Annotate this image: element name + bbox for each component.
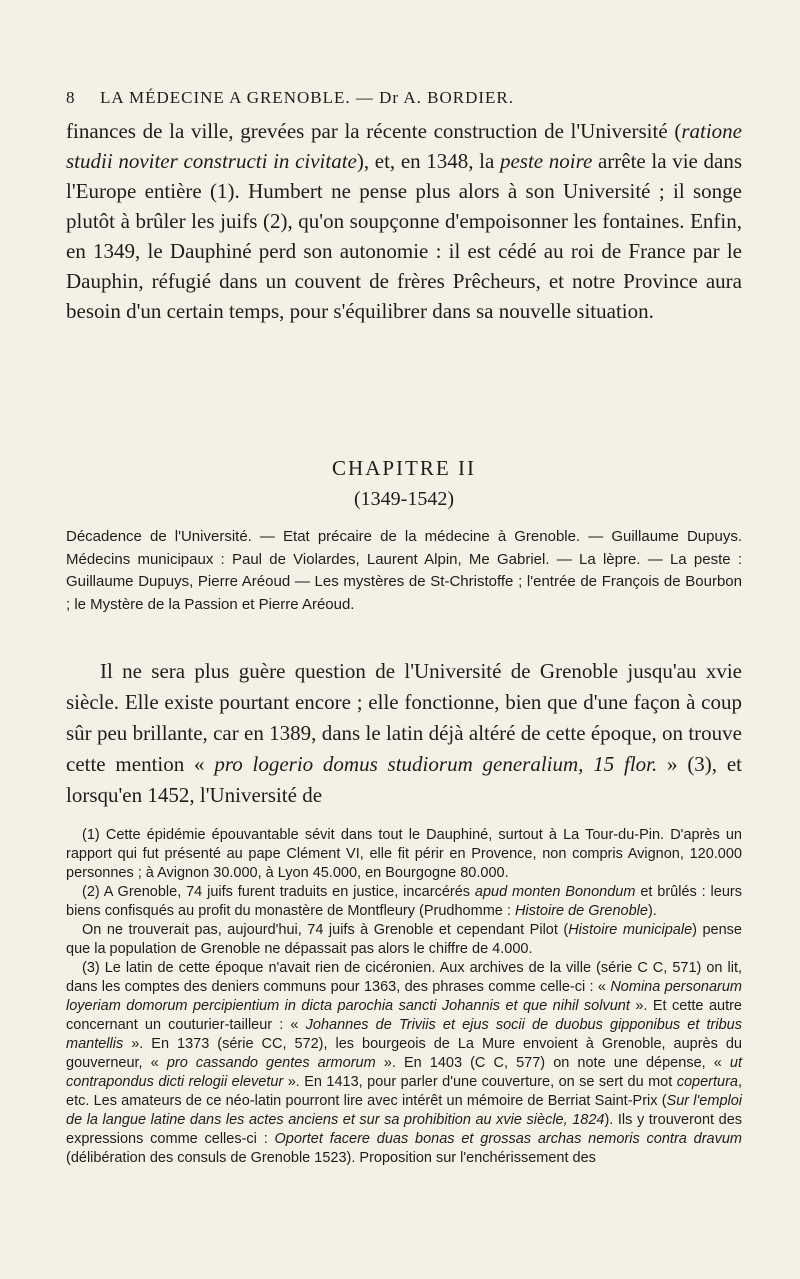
- footnote-2: [66, 883, 742, 921]
- footnote-1: (1) Cette épidémie épouvantable sévit dans tout le Dauphiné, surtout à La Tour-du-Pin. D'après un rapport qui fut présenté au pape Clément VI, elle fit périr en Provence, non compris Avignon, 120.000 personnes ; à Avignon 30.000, à Lyon 45.000, en Bourgogne 80.000.: [66, 827, 742, 881]
- footnote-text: ». Et cette autre concernant un couturier-tailleur : «: [66, 998, 742, 1033]
- intro-text: finances de la ville, grevées par la récente construction de l'Université (: [66, 119, 682, 143]
- chapter-date-range: (1349-1542): [354, 488, 454, 510]
- footnote-text: ).: [647, 903, 657, 919]
- footnote-text: ». En 1403 (C C, 577) on note une dépense, «: [375, 1055, 730, 1071]
- footnote-citation: Sur l'emploi de la langue latine dans les actes anciens et sur sa prohibition au xvie siècle, 1824: [66, 1093, 743, 1128]
- footnote-latin: Oportet facere duas bonas et grossas archas nemoris contra dravum: [274, 1131, 742, 1147]
- footnote-text: (2) A Grenoble, 74 juifs furent traduits en justice, incarcérés: [82, 884, 475, 900]
- footnote-latin: ut contrapondus dicti relogii elevetur: [66, 1055, 742, 1090]
- intro-text: ), et, en 1348, la: [356, 149, 500, 173]
- main-latin-quote: pro logerio domus studiorum generalium, 15 flor.: [214, 752, 658, 776]
- footnote-text: ). Ils y trouveront des expressions comme celles-ci :: [66, 1112, 743, 1147]
- footnote-latin: apud monten Bonondum: [474, 884, 636, 900]
- footnote-citation: Histoire de Grenoble: [514, 903, 648, 919]
- footnote-latin: pro cassando gentes armorum: [166, 1055, 376, 1071]
- footnote-citation: Histoire municipale: [568, 922, 693, 938]
- running-title: LA MÉDECINE A GRENOBLE. — Dr A. BORDIER.: [100, 88, 514, 107]
- footnote-text: (3) Le latin de cette époque n'avait rien de cicéronien. Aux archives de la ville (série C C, 571) on lit, dans les comptes des deniers communs pour 1363, des phrases comme celle-ci : «: [66, 960, 742, 995]
- intro-paragraph: [66, 116, 742, 326]
- footnote-text: On ne trouverait pas, aujourd'hui, 74 juifs à Grenoble et cependant Pilot (: [82, 922, 569, 938]
- footnote-text: ) pense que la population de Grenoble ne dépassait pas alors le chiffre de 4.000.: [66, 922, 742, 957]
- intro-text: arrête la vie dans l'Europe entière (1). Humbert ne pense plus alors à son Université ; il songe plutôt à brûler les juifs (2), qu'on soupçonne d'empoisonner les fontaines. Enfin, en 1349, le Dauphiné perd son autonomie : il est cédé au roi de France par le Dauphin, réfugié dans un couvent de frères Prêcheurs, et notre Province aura besoin d'un certain temps, pour s'équilibrer dans sa nouvelle situation.: [66, 149, 742, 323]
- main-paragraph: [66, 656, 742, 811]
- intro-emphasis: peste noire: [499, 149, 593, 173]
- footnote-text: (délibération des consuls de Grenoble 1523). Proposition sur l'enchérissement des: [66, 1150, 596, 1166]
- chapter-title: CHAPITRE II: [332, 456, 476, 480]
- intro-latin-quote: ratione studii noviter constructi in civitate: [66, 119, 742, 173]
- footnote-latin: copertura: [676, 1074, 738, 1090]
- footnote-2-continued: [66, 921, 742, 959]
- footnote-latin: Nomina personarum loyeriam domorum percipientium in dicta parochia sancti Johannis et que nihil solvunt: [66, 979, 743, 1014]
- footnote-3: [66, 959, 742, 1168]
- page-number: 8: [66, 88, 76, 107]
- footnote-latin: Johannes de Triviis et ejus socii de duobus gipponibus et tribus mantellis: [66, 1017, 742, 1052]
- footnotes: [66, 826, 742, 1168]
- footnote-text: , etc. Les amateurs de ce néo-latin pourront lire avec intérêt un mémoire de Berriat Saint-Prix (: [66, 1074, 742, 1109]
- main-text: » (3), et lorsqu'en 1452, l'Université de: [66, 752, 742, 807]
- main-text: Il ne sera plus guère question de l'Université de Grenoble jusqu'au xvie siècle. Elle existe pourtant encore ; elle fonctionne, bien que d'une façon à coup sûr peu brillante, car en 1389, dans le latin déjà altéré de cette époque, on trouve cette mention «: [66, 659, 742, 776]
- footnote-text: ». En 1413, pour parler d'une couverture, on se sert du mot: [283, 1074, 677, 1090]
- footnote-text: et brûlés : leurs biens confisqués au profit du monastère de Montfleury (Prudhomme :: [66, 884, 742, 919]
- footnote-text: ». En 1373 (série CC, 572), les bourgeois de La Mure envoient à Grenoble, auprès du gouverneur, «: [66, 1036, 742, 1071]
- chapter-summary: Décadence de l'Université. — Etat précaire de la médecine à Grenoble. — Guillaume Dupuys. Médecins municipaux : Paul de Violardes, Laurent Alpin, Me Gabriel. — La lèpre. — La peste : Guillaume Dupuys, Pierre Aréoud — Les mystères de St-Christoffe ; l'entrée de François de Bourbon ; le Mystère de la Passion et Pierre Aréoud.: [66, 528, 742, 613]
